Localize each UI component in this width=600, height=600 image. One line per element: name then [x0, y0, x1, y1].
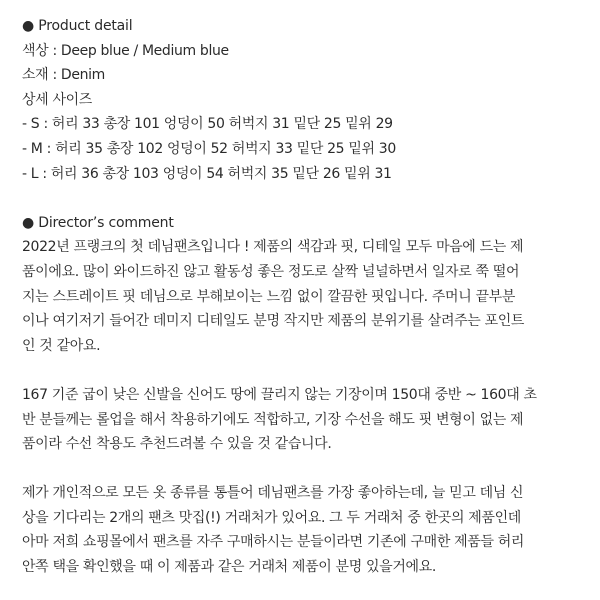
paragraph-line: 품이라 수선 착용도 추천드려볼 수 있을 것 같습니다.: [22, 436, 332, 453]
size-line-s: - S : 허리 33 총장 101 엉덩이 50 허벅지 31 밑단 25 밑위 29: [22, 116, 393, 133]
paragraph-line: 지는 스트레이트 핏 데님으로 부해보이는 느낌 없이 깔끔한 핏입니다. 주머니 끝부분: [22, 288, 516, 305]
directors-comment-heading: ● Director’s comment: [22, 214, 174, 231]
comment-paragraph-3: [22, 481, 578, 579]
paragraph-line: 품이에요. 많이 와이드하진 않고 활동성 좋은 정도로 살짝 널널하면서 일자로 쭉 떨어: [22, 263, 520, 280]
size-title: 상세 사이즈: [22, 91, 92, 108]
paragraph-line: 2022년 프랭크의 첫 데님팬츠입니다 ! 제품의 색감과 핏, 디테일 모두 마음에 드는 제: [22, 239, 524, 256]
spacer: [22, 358, 578, 383]
directors-comment-section: [22, 211, 578, 580]
paragraph-line: 167 기준 굽이 낮은 신발을 신어도 땅에 끌리지 않는 기장이며 150대 중반 ~ 160대 초: [22, 386, 537, 403]
product-detail-section: [22, 14, 578, 186]
spacer: [22, 457, 578, 482]
paragraph-line: 안쪽 택을 확인했을 때 이 제품과 같은 거래처 제품이 분명 있을거에요.: [22, 559, 436, 576]
comment-paragraph-1: [22, 235, 578, 358]
paragraph-line: 제가 개인적으로 모든 옷 종류를 통틀어 데님팬츠를 가장 좋아하는데, 늘 믿고 데님 신: [22, 485, 524, 502]
color-line: 색상 : Deep blue / Medium blue: [22, 42, 229, 59]
paragraph-line: 아마 저희 쇼핑몰에서 팬츠를 자주 구매하시는 분들이라면 기존에 구매한 제품들 허리: [22, 534, 525, 551]
product-detail-heading: ● Product detail: [22, 18, 133, 34]
paragraph-line: 이나 여기저기 들어간 데미지 디테일도 분명 작지만 제품의 분위기를 살려주는 포인트: [22, 313, 525, 330]
comment-paragraph-2: [22, 383, 578, 457]
size-line-l: - L : 허리 36 총장 103 엉덩이 54 허벅지 35 밑단 26 밑위 31: [22, 165, 392, 182]
size-line-m: - M : 허리 35 총장 102 엉덩이 52 허벅지 33 밑단 25 밑위 30: [22, 140, 396, 157]
paragraph-line: 반 분들께는 롤업을 해서 착용하기에도 적합하고, 기장 수선을 해도 핏 변형이 없는 제: [22, 411, 524, 428]
paragraph-line: 인 것 같아요.: [22, 337, 101, 354]
spacer: [22, 186, 578, 211]
material-line: 소재 : Denim: [22, 67, 105, 84]
paragraph-line: 상을 기다리는 2개의 팬츠 맛집(!) 거래처가 있어요. 그 두 거래처 중 한곳의 제품인데: [22, 509, 521, 526]
